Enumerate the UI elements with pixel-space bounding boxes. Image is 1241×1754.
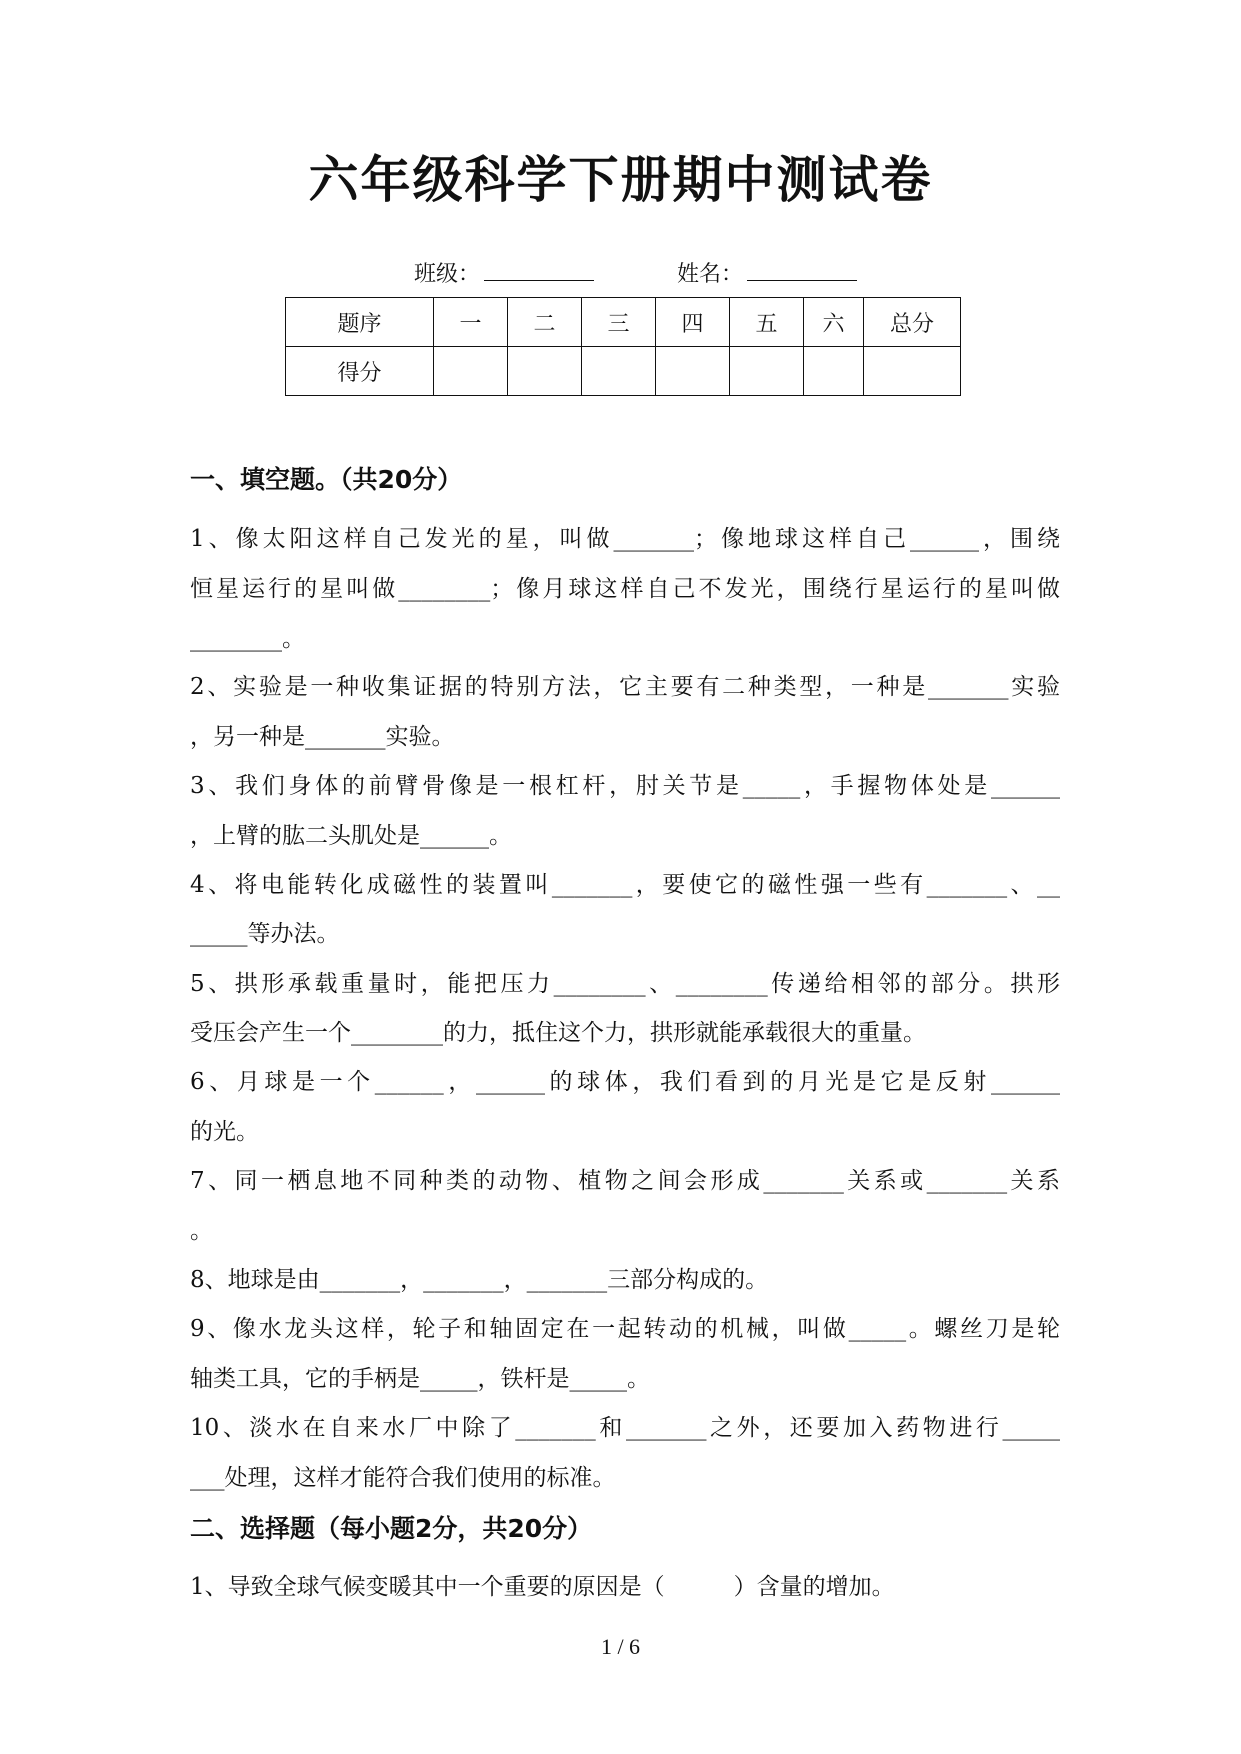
question-line: 轴类工具，它的手柄是_____，铁杆是_____。 [190, 1366, 650, 1392]
score-table-score-row [286, 347, 961, 396]
score-header-cell: 题序 [286, 298, 434, 347]
score-cell[interactable] [656, 347, 730, 396]
score-cell[interactable] [730, 347, 804, 396]
section-2-heading: 二、选择题（每小题2分，共20分） [190, 1514, 593, 1543]
question-line: 10、淡水在自来水厂中除了_______和_______之外，还要加入药物进行_____ [190, 1415, 1060, 1441]
score-table [285, 297, 961, 396]
question-line: 。 [190, 1218, 213, 1244]
score-cell[interactable] [864, 347, 961, 396]
question-line: 3、我们身体的前臂骨像是一根杠杆，肘关节是_____，手握物体处是______ [190, 773, 1060, 799]
score-header-cell: 一 [434, 298, 508, 347]
score-table-header-row [286, 298, 961, 347]
question-line: 恒星运行的星叫做________；像月球这样自己不发光，围绕行星运行的星叫做 [190, 576, 1060, 602]
question-line: ___处理，这样才能符合我们使用的标准。 [190, 1465, 616, 1491]
question-line: 9、像水龙头这样，轮子和轴固定在一起转动的机械，叫做_____。螺丝刀是轮 [190, 1316, 1060, 1342]
score-header-cell: 总分 [864, 298, 961, 347]
score-header-cell: 五 [730, 298, 804, 347]
question-line: ，另一种是_______实验。 [190, 724, 455, 750]
question-line: 6、月球是一个______，______的球体，我们看到的月光是它是反射______ [190, 1069, 1060, 1095]
page-number: 1 / 6 [600, 1634, 641, 1659]
name-label: 姓名： [677, 262, 744, 287]
question-line: 7、同一栖息地不同种类的动物、植物之间会形成_______关系或_______关系 [190, 1168, 1060, 1194]
score-header-cell: 六 [804, 298, 864, 347]
class-label: 班级： [414, 262, 481, 287]
question-line: 2、实验是一种收集证据的特别方法，它主要有二种类型，一种是_______实验 [190, 674, 1060, 700]
question-line: 5、拱形承载重量时，能把压力________、________传递给相邻的部分。拱形 [190, 971, 1060, 997]
question-line: 8、地球是由_______，_______，_______三部分构成的。 [190, 1267, 769, 1293]
question-line: 的光。 [190, 1119, 259, 1145]
question-line: 1、像太阳这样自己发光的星，叫做_______；像地球这样自己______，围绕 [190, 526, 1060, 552]
score-cell[interactable] [804, 347, 864, 396]
class-blank[interactable] [484, 258, 594, 281]
score-header-cell: 二 [508, 298, 582, 347]
question-line: 1、导致全球气候变暖其中一个重要的原因是（ ）含量的增加。 [190, 1574, 895, 1600]
score-cell[interactable] [434, 347, 508, 396]
question-line: 4、将电能转化成磁性的装置叫_______，要使它的磁性强一些有_______、__ [190, 872, 1060, 898]
score-row-label: 得分 [286, 347, 434, 396]
name-field [677, 258, 857, 290]
name-blank[interactable] [747, 258, 857, 281]
question-line: 受压会产生一个________的力，抵住这个力，拱形就能承载很大的重量。 [190, 1020, 926, 1046]
score-cell[interactable] [582, 347, 656, 396]
class-field [414, 258, 594, 290]
section-1-heading: 一、填空题。（共20分） [190, 465, 463, 494]
score-cell[interactable] [508, 347, 582, 396]
page-title: 六年级科学下册期中测试卷 [308, 151, 933, 209]
score-header-cell: 三 [582, 298, 656, 347]
question-line: ，上臂的肱二头肌处是______。 [190, 823, 512, 849]
question-line: ________。 [190, 626, 305, 652]
question-line: _____等办法。 [190, 921, 340, 947]
score-header-cell: 四 [656, 298, 730, 347]
